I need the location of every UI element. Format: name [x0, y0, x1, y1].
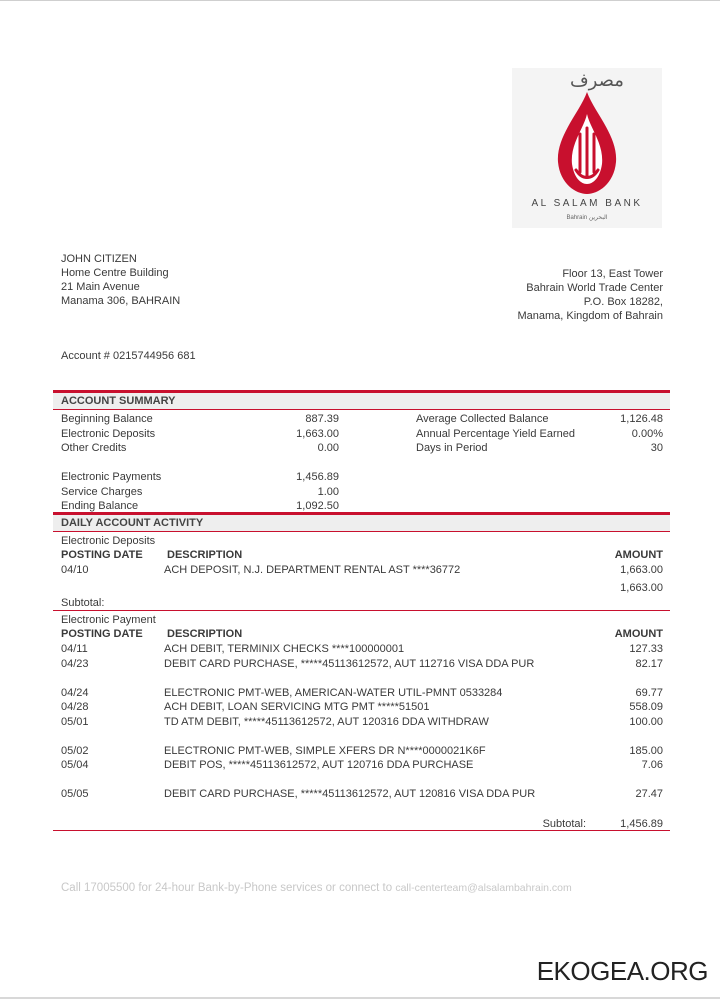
col-description: DESCRIPTION [167, 549, 243, 561]
customer-address [61, 252, 180, 308]
transaction-date: 04/28 [61, 701, 89, 713]
account-summary-title: ACCOUNT SUMMARY [61, 395, 176, 407]
logo-drop-icon [554, 90, 620, 196]
transaction-description: DEBIT POS, *****45113612572, AUT 120716 DDA PURCHASE [164, 759, 474, 771]
deposits-bottom-rule [53, 610, 670, 611]
summary-label: Ending Balance [61, 500, 139, 512]
summary-label: Average Collected Balance [416, 413, 549, 425]
summary-label: Other Credits [61, 442, 127, 454]
transaction-description: DEBIT CARD PURCHASE, *****45113612572, AUT 120816 VISA DDA PUR [164, 788, 536, 800]
bank-address-line: Floor 13, East Tower [562, 268, 663, 280]
customer-address-line: 21 Main Avenue [61, 281, 140, 293]
summary-value: 1.00 [317, 485, 339, 498]
bank-address-line: Manama, Kingdom of Bahrain [517, 310, 663, 322]
summary-value: 0.00 [317, 442, 339, 454]
transaction-amount: 69.77 [635, 686, 663, 699]
watermark-tld: .ORG [643, 956, 708, 986]
summary-value: 887.39 [305, 413, 339, 425]
customer-address-line: Home Centre Building [61, 267, 169, 279]
summary-label: Beginning Balance [61, 413, 153, 425]
transaction-amount: 27.47 [635, 788, 663, 800]
transaction-description: ACH DEBIT, TERMINIX CHECKS ****100000001 [164, 643, 405, 655]
transaction-description: DEBIT CARD PURCHASE, *****45113612572, AUT 112716 VISA DDA PUR [164, 657, 535, 670]
summary-label: Annual Percentage Yield Earned [416, 427, 576, 440]
transaction-date: 04/24 [61, 686, 89, 699]
row-spacer [164, 773, 535, 788]
transaction-description: TD ATM DEBIT, *****45113612572, AUT 120316 DDA WITHDRAW [164, 715, 489, 728]
col-amount: AMOUNT [614, 628, 663, 640]
daily-activity-header [53, 515, 670, 531]
payment-dates [61, 642, 89, 802]
bank-address-line: P.O. Box 18282, [583, 296, 663, 308]
row-spacer [629, 729, 663, 744]
summary-spacer [296, 456, 339, 471]
transaction-date: 05/02 [61, 744, 89, 757]
transaction-amount: 7.06 [641, 759, 663, 771]
top-border [0, 0, 720, 1]
row-spacer [164, 729, 535, 744]
summary-label: Electronic Deposits [61, 427, 156, 440]
payments-bottom-rule [53, 830, 670, 831]
summary-value: 1,663.00 [296, 427, 339, 440]
summary-label: Days in Period [416, 442, 488, 454]
payment-descriptions [164, 642, 535, 802]
transaction-amount: 185.00 [629, 744, 663, 757]
footer-text: Call 17005500 for 24-hour Bank-by-Phone services or connect to [61, 882, 396, 894]
transaction-date: 05/01 [61, 715, 89, 728]
row-spacer [629, 773, 663, 788]
col-posting-date: POSTING DATE [61, 628, 143, 640]
summary-value: 30 [650, 442, 663, 454]
payments-subtotal-value: 1,456.89 [620, 818, 663, 830]
transaction-amount: 558.09 [629, 701, 663, 713]
transaction-date: 05/04 [61, 759, 89, 771]
payments-subtotal-label: Subtotal: [542, 818, 586, 830]
summary-value: 0.00% [631, 427, 663, 440]
transaction-amount: 127.33 [629, 643, 663, 655]
activity-header-rule [53, 531, 670, 532]
col-posting-date: POSTING DATE [61, 549, 143, 561]
transaction-date: 04/11 [61, 643, 88, 655]
logo-bank-name: AL SALAM BANK [531, 198, 643, 209]
transaction-amount: 1,663.00 [620, 564, 663, 576]
bank-logo [512, 68, 662, 228]
summary-label: Electronic Payments [61, 471, 162, 483]
customer-address-line: Manama 306, BAHRAIN [61, 295, 181, 307]
footer-contact [61, 882, 572, 894]
transaction-date: 04/23 [61, 657, 89, 670]
summary-right-labels [416, 412, 575, 456]
footer-email: call-centerteam@alsalambahrain.com [395, 882, 572, 894]
payments-section-label: Electronic Payment [61, 614, 156, 626]
col-description: DESCRIPTION [167, 628, 243, 640]
bank-address [517, 267, 663, 323]
transaction-description: ELECTRONIC PMT-WEB, SIMPLE XFERS DR N****0000021K6F [164, 744, 486, 757]
transaction-date: 04/10 [61, 564, 89, 576]
transaction-amount: 82.17 [635, 657, 663, 670]
summary-header-rule [53, 409, 670, 410]
summary-left-labels [61, 412, 161, 514]
transaction-description: ELECTRONIC PMT-WEB, AMERICAN-WATER UTIL-PMNT 0533284 [164, 686, 503, 699]
summary-right-values [620, 412, 663, 456]
bank-address-line: Bahrain World Trade Center [526, 282, 663, 294]
transaction-date: 05/05 [61, 788, 89, 800]
site-watermark [537, 956, 708, 987]
summary-value: 1,092.50 [296, 500, 339, 512]
col-amount: AMOUNT [614, 549, 663, 561]
deposits-subtotal-label: Subtotal: [61, 597, 105, 609]
deposits-subtotal-value: 1,663.00 [620, 582, 663, 594]
summary-value: 1,126.48 [620, 413, 663, 425]
transaction-description: ACH DEBIT, LOAN SERVICING MTG PMT *****51501 [164, 701, 430, 713]
summary-label: Service Charges [61, 485, 143, 498]
deposits-section-label: Electronic Deposits [61, 535, 156, 547]
summary-left-values [296, 412, 339, 514]
customer-name: JOHN CITIZEN [61, 253, 137, 265]
row-spacer [629, 671, 663, 686]
account-summary-header [53, 393, 670, 409]
daily-activity-title: DAILY ACCOUNT ACTIVITY [61, 517, 204, 529]
row-spacer [61, 729, 89, 744]
payment-amounts [629, 642, 663, 802]
row-spacer [164, 671, 535, 686]
row-spacer [61, 671, 89, 686]
transaction-amount: 100.00 [629, 715, 663, 728]
row-spacer [61, 773, 89, 788]
transaction-description: ACH DEPOSIT, N.J. DEPARTMENT RENTAL AST ****36772 [164, 564, 461, 576]
account-number: Account # 0215744956 681 [61, 350, 196, 362]
watermark-main: EKOGEA [536, 956, 644, 986]
logo-arabic-text: مصرف [570, 70, 624, 91]
bottom-border [0, 997, 720, 999]
summary-spacer [61, 456, 161, 471]
summary-value: 1,456.89 [296, 471, 339, 483]
logo-sub-text: Bahrain البحرين [566, 215, 608, 221]
